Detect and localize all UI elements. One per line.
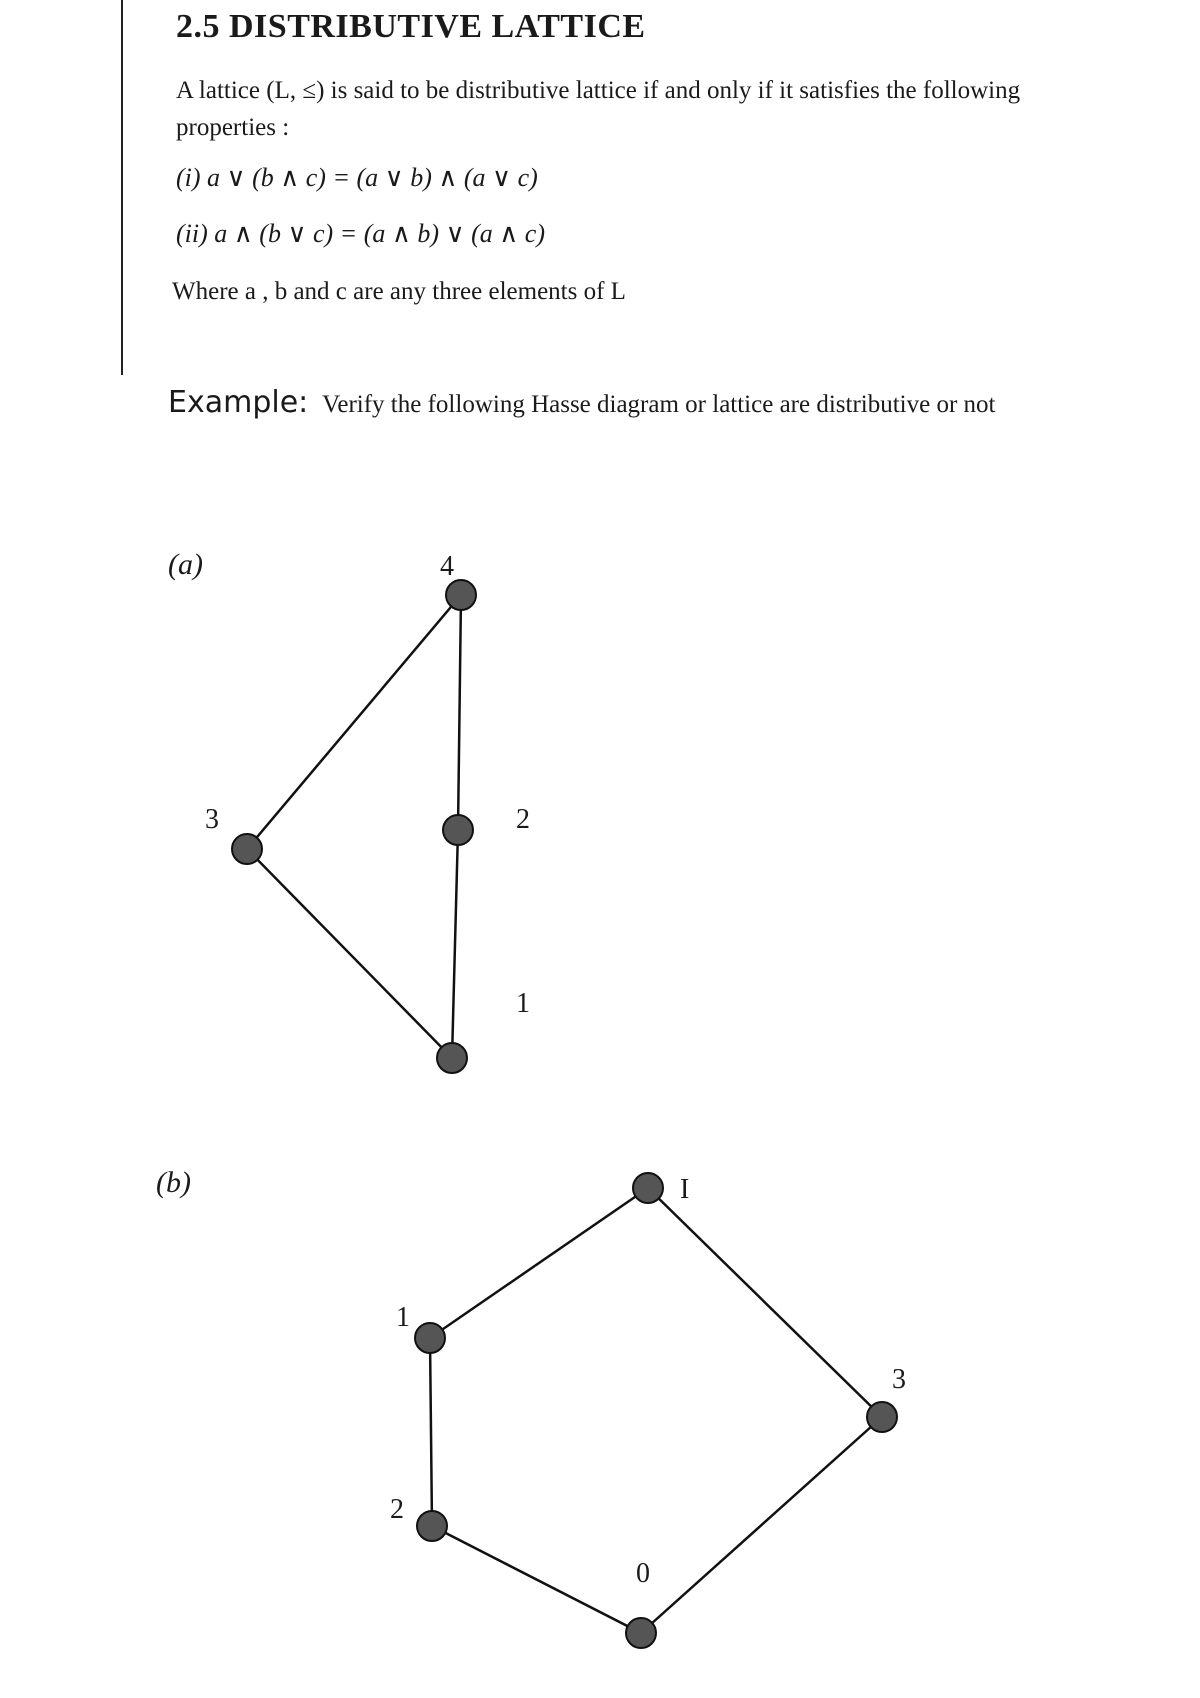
- edge-a-4-2: [458, 595, 461, 830]
- node-a-1: [437, 1043, 467, 1073]
- section-heading: 2.5 DISTRIBUTIVE LATTICE: [176, 8, 646, 45]
- diagram-a-label: (a): [168, 548, 203, 581]
- label-a-3: 3: [205, 804, 219, 835]
- edge-b-3-0: [641, 1417, 882, 1633]
- node-b-I: [633, 1173, 663, 1203]
- label-a-2: 2: [516, 804, 530, 835]
- label-b-2: 2: [390, 1494, 404, 1525]
- example-text: Verify the following Hasse diagram or lattice are distributive or not: [322, 391, 996, 418]
- label-b-0: 0: [636, 1558, 650, 1589]
- example-label: Example:: [168, 385, 309, 420]
- label-a-1: 1: [516, 988, 530, 1019]
- edge-b-I-3: [648, 1188, 882, 1417]
- intro-paragraph: A lattice (L, ≤) is said to be distributive lattice if and only if it satisfies the following properties :: [176, 77, 1021, 141]
- label-b-3: 3: [892, 1364, 906, 1395]
- node-a-4: [446, 580, 476, 610]
- label-b-1: 1: [396, 1302, 410, 1333]
- property-ii: (ii) a ∧ (b ∨ c) = (a ∧ b) ∨ (a ∧ c): [176, 219, 545, 248]
- label-a-4: 4: [440, 551, 454, 582]
- edge-a-4-3: [247, 595, 461, 849]
- edge-a-2-1: [452, 830, 458, 1058]
- edge-b-I-1: [430, 1188, 648, 1338]
- edge-a-3-1: [247, 849, 452, 1058]
- diagram-a: [205, 551, 530, 1073]
- property-i: (i) a ∨ (b ∧ c) = (a ∨ b) ∧ (a ∨ c): [176, 163, 538, 192]
- node-b-2: [417, 1511, 447, 1541]
- node-a-3: [232, 834, 262, 864]
- label-b-I: I: [680, 1174, 690, 1205]
- edge-b-1-2: [430, 1338, 432, 1526]
- edge-b-2-0: [432, 1526, 641, 1633]
- diagram-b-label: (b): [156, 1166, 191, 1199]
- node-a-2: [443, 815, 473, 845]
- where-statement: Where a , b and c are any three elements of L: [172, 278, 626, 305]
- node-b-0: [626, 1618, 656, 1648]
- diagram-b: [390, 1173, 906, 1648]
- node-b-1: [415, 1323, 445, 1353]
- node-b-3: [867, 1402, 897, 1432]
